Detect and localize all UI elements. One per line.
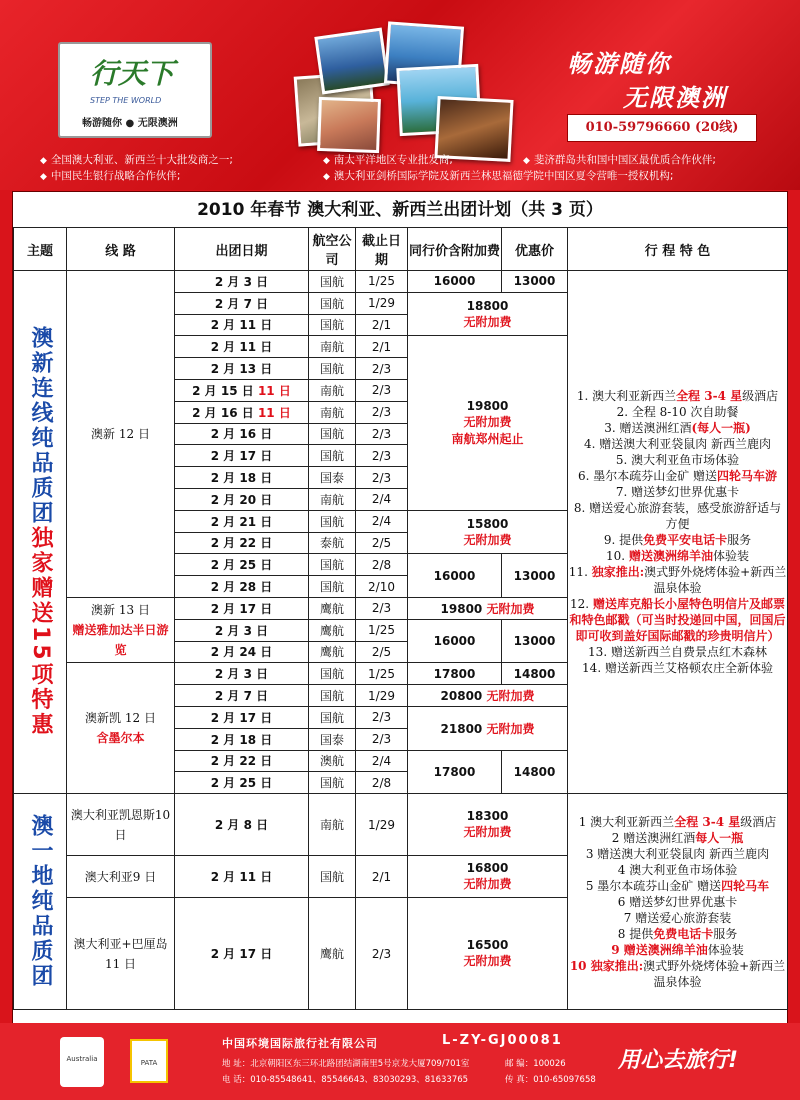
date-cell: 2 月 13 日 bbox=[175, 358, 309, 380]
price-value: 19800 bbox=[466, 399, 509, 414]
promo-price-cell: 13000 bbox=[502, 619, 568, 663]
date-cell: 2 月 3 日 bbox=[175, 619, 309, 641]
feature-item bbox=[568, 644, 787, 660]
feature-text: 4 澳大利亚鱼市场体验 bbox=[617, 862, 738, 877]
deadline-cell: 2/8 bbox=[356, 554, 408, 576]
logo-slogan: 畅游随你 ● 无限澳洲 bbox=[82, 118, 178, 129]
features-list bbox=[568, 388, 787, 676]
feature-text: 11. bbox=[568, 565, 592, 580]
peer-price-cell: 17800 bbox=[408, 750, 502, 794]
logo-text: 行天下 bbox=[90, 57, 175, 90]
feature-text: 3 赠送澳大利亚袋鼠肉 新西兰鹿肉 bbox=[585, 846, 770, 861]
feature-highlight: 赠送澳洲绵羊油 bbox=[628, 549, 713, 564]
price-cell: 20800 无附加费 bbox=[408, 685, 568, 707]
deadline-cell: 2/3 bbox=[356, 358, 408, 380]
peer-price-cell: 16000 bbox=[408, 619, 502, 663]
airline-cell: 南航 bbox=[309, 794, 356, 856]
feature-item bbox=[568, 452, 787, 468]
feature-item bbox=[568, 596, 787, 644]
date-duration: 11 日 bbox=[257, 405, 291, 420]
feature-item bbox=[568, 942, 787, 958]
date-cell: 2 月 17 日 bbox=[175, 445, 309, 467]
date-cell: 2 月 16 日 11 日 bbox=[175, 401, 309, 423]
deadline-cell: 2/3 bbox=[356, 445, 408, 467]
date-cell: 2 月 25 日 bbox=[175, 772, 309, 794]
price-cell bbox=[408, 336, 568, 510]
deadline-cell: 2/8 bbox=[356, 772, 408, 794]
feature-highlight: 四轮马车游 bbox=[717, 469, 778, 484]
price-cell: 21800 无附加费 bbox=[408, 706, 568, 750]
footer bbox=[0, 1023, 800, 1100]
slogan-line1: 畅游随你 bbox=[567, 50, 671, 78]
route-cell: 澳新 12 日 bbox=[67, 271, 175, 598]
airline-cell: 鹰航 bbox=[309, 641, 356, 663]
promo-price-cell: 14800 bbox=[502, 663, 568, 685]
airline-cell: 南航 bbox=[309, 488, 356, 510]
page-title: 2010 年春节 澳大利亚、新西兰出团计划（共 3 页） bbox=[197, 200, 603, 220]
airline-cell: 国航 bbox=[309, 772, 356, 794]
price-note: 无附加费 bbox=[463, 415, 512, 430]
date-cell: 2 月 17 日 bbox=[175, 898, 309, 1010]
header-route: 线 路 bbox=[67, 228, 175, 271]
deadline-cell: 2/3 bbox=[356, 728, 408, 750]
feature-text: 服务 bbox=[713, 926, 738, 941]
feature-item bbox=[568, 910, 787, 926]
slogan-line2: 无限澳洲 bbox=[623, 84, 727, 112]
price-value: 15800 bbox=[466, 516, 509, 531]
feature-item bbox=[568, 388, 787, 404]
deadline-cell: 2/1 bbox=[356, 336, 408, 358]
deadline-cell: 2/3 bbox=[356, 597, 408, 619]
header-theme: 主题 bbox=[14, 228, 67, 271]
header-promo-price: 优惠价 bbox=[502, 228, 568, 271]
credential-item: ◆ 斐济群岛共和国中国区最优质合作伙伴; bbox=[523, 152, 716, 167]
feature-text: 体验装 bbox=[712, 549, 749, 564]
feature-text: 5. 澳大利亚鱼市场体验 bbox=[615, 453, 740, 468]
header-deadline: 截止日期 bbox=[356, 228, 408, 271]
table-header-row bbox=[14, 228, 788, 271]
airline-cell: 鹰航 bbox=[309, 619, 356, 641]
theme-cell-2 bbox=[14, 794, 67, 1010]
route-note: 赠送雅加达半日游览 bbox=[72, 623, 169, 658]
price-note: 无附加费 bbox=[463, 314, 512, 329]
feature-item bbox=[568, 862, 787, 878]
deadline-cell: 2/4 bbox=[356, 510, 408, 532]
deadline-cell: 2/3 bbox=[356, 379, 408, 401]
deadline-cell: 2/3 bbox=[356, 423, 408, 445]
date-duration: 11 日 bbox=[257, 383, 291, 398]
airline-cell: 国航 bbox=[309, 856, 356, 898]
postcode: 邮 编：100026 bbox=[505, 1059, 566, 1069]
feature-text: 5 墨尔本疏芬山金矿 赠送 bbox=[585, 878, 722, 893]
header-date: 出团日期 bbox=[175, 228, 309, 271]
airline-cell: 国航 bbox=[309, 292, 356, 314]
header-peer-price: 同行价含附加费 bbox=[408, 228, 502, 271]
address: 地 址：北京朝阳区东三环北路团结湖南里5号京龙大厦709/701室 bbox=[222, 1059, 470, 1069]
feature-highlight: 独家推出: bbox=[591, 565, 645, 580]
airline-cell: 国航 bbox=[309, 706, 356, 728]
airline-cell: 国泰 bbox=[309, 467, 356, 489]
price-note: 无附加费 bbox=[486, 689, 535, 704]
feature-item bbox=[568, 532, 787, 548]
feature-text: 3. 赠送澳洲红酒 bbox=[604, 421, 692, 436]
deadline-cell: 2/4 bbox=[356, 750, 408, 772]
deadline-cell: 2/10 bbox=[356, 576, 408, 598]
deadline-cell: 2/5 bbox=[356, 532, 408, 554]
australia-logo: Australia bbox=[60, 1037, 104, 1087]
airline-cell: 国泰 bbox=[309, 728, 356, 750]
feature-item bbox=[568, 468, 787, 484]
airline-cell: 国航 bbox=[309, 423, 356, 445]
airline-cell: 鹰航 bbox=[309, 597, 356, 619]
airline-cell: 南航 bbox=[309, 401, 356, 423]
airline-cell: 国航 bbox=[309, 576, 356, 598]
pata-logo: PATA bbox=[130, 1039, 168, 1083]
date-cell: 2 月 24 日 bbox=[175, 641, 309, 663]
credential-item: ◆ 南太平洋地区专业批发商; bbox=[323, 152, 453, 167]
date-cell: 2 月 15 日 11 日 bbox=[175, 379, 309, 401]
airline-cell: 南航 bbox=[309, 379, 356, 401]
credential-item: ◆ 全国澳大利亚、新西兰十大批发商之一; bbox=[40, 152, 233, 167]
airline-cell: 国航 bbox=[309, 685, 356, 707]
feature-item bbox=[568, 548, 787, 564]
airline-cell: 澳航 bbox=[309, 750, 356, 772]
feature-item bbox=[568, 830, 787, 846]
theme-1-highlight: 独家赠送15项特惠 bbox=[28, 526, 53, 738]
price-note: 无附加费 bbox=[463, 532, 512, 547]
deadline-cell: 2/1 bbox=[356, 856, 408, 898]
credential-item: ◆ 澳大利亚剑桥国际学院及新西兰林思福德学院中国区夏令营唯一授权机构; bbox=[323, 168, 673, 183]
airline-cell: 南航 bbox=[309, 336, 356, 358]
route-cell: 澳新凯 12 日 含墨尔本 bbox=[67, 663, 175, 794]
features-cell-2 bbox=[568, 794, 788, 1010]
date-cell: 2 月 18 日 bbox=[175, 728, 309, 750]
photo-harbour bbox=[314, 28, 389, 95]
feature-item bbox=[568, 878, 787, 894]
feature-text: 澳式野外烧烤体验+新西兰温泉体验 bbox=[643, 958, 786, 989]
logo-en: STEP THE WORLD bbox=[90, 96, 162, 105]
feature-text: 7. 赠送梦幻世界优惠卡 bbox=[615, 485, 740, 500]
header-features: 行 程 特 色 bbox=[568, 228, 788, 271]
company-logo bbox=[58, 42, 212, 138]
date-cell: 2 月 16 日 bbox=[175, 423, 309, 445]
feature-text: 级酒店 bbox=[740, 814, 777, 829]
airline-cell: 国航 bbox=[309, 663, 356, 685]
date-cell: 2 月 22 日 bbox=[175, 750, 309, 772]
feature-text: 4. 赠送澳大利亚袋鼠肉 新西兰鹿肉 bbox=[583, 437, 772, 452]
date-cell: 2 月 17 日 bbox=[175, 706, 309, 728]
feature-text: 1. 澳大利亚新西兰 bbox=[576, 389, 677, 404]
deadline-cell: 2/3 bbox=[356, 467, 408, 489]
header-airline: 航空公司 bbox=[309, 228, 356, 271]
feature-highlight: 全程 3-4 星 bbox=[676, 389, 743, 404]
airline-cell: 国航 bbox=[309, 358, 356, 380]
price-cell: 18300 无附加费 bbox=[408, 794, 568, 856]
feature-text: 13. 赠送新西兰自费景点红木森林 bbox=[588, 645, 767, 660]
telephone: 电 话：010-85548641、85546643、83030293、81633765 bbox=[222, 1075, 469, 1085]
airline-cell: 泰航 bbox=[309, 532, 356, 554]
feature-text: 9. 提供 bbox=[603, 533, 644, 548]
date-cell: 2 月 7 日 bbox=[175, 685, 309, 707]
deadline-cell: 2/3 bbox=[356, 706, 408, 728]
deadline-cell: 1/29 bbox=[356, 685, 408, 707]
feature-highlight: 每人一瓶 bbox=[695, 830, 744, 845]
date-cell: 2 月 22 日 bbox=[175, 532, 309, 554]
deadline-cell: 1/29 bbox=[356, 794, 408, 856]
features-list bbox=[568, 814, 787, 990]
feature-text: 级酒店 bbox=[742, 389, 779, 404]
route-cell: 澳新 13 日 赠送雅加达半日游览 bbox=[67, 597, 175, 662]
feature-text: 服务 bbox=[727, 533, 752, 548]
airline-cell: 国航 bbox=[309, 445, 356, 467]
feature-text: 7 赠送爱心旅游套装 bbox=[623, 910, 732, 925]
feature-text: 10. bbox=[606, 549, 629, 564]
airline-cell: 鹰航 bbox=[309, 898, 356, 1010]
promo-price-cell: 14800 bbox=[502, 750, 568, 794]
date-cell: 2 月 28 日 bbox=[175, 576, 309, 598]
date-cell: 2 月 25 日 bbox=[175, 554, 309, 576]
feature-item bbox=[568, 564, 787, 596]
feature-item bbox=[568, 404, 787, 420]
credential-item: ◆ 中国民生银行战略合作伙伴; bbox=[40, 168, 180, 183]
date-cell: 2 月 18 日 bbox=[175, 467, 309, 489]
feature-text: 2 赠送澳洲红酒 bbox=[611, 830, 696, 845]
price-value: 18800 bbox=[466, 298, 509, 313]
photo-child bbox=[317, 97, 381, 153]
feature-highlight: 赠送库克船长小屋特色明信片及邮票和特色邮戳（可当时投递回中国，回国后即可收到盖好国际邮戳的珍贵明信片） bbox=[569, 597, 786, 644]
schedule-panel bbox=[12, 191, 788, 1025]
price-cell bbox=[408, 510, 568, 554]
date-cell: 2 月 8 日 bbox=[175, 794, 309, 856]
feature-highlight: 全程 3-4 星 bbox=[674, 814, 741, 829]
hotline-phone: 010-59796660 (20线) bbox=[567, 114, 757, 142]
route-cell: 澳大利亚9 日 bbox=[67, 856, 175, 898]
date-cell: 2 月 3 日 bbox=[175, 271, 309, 293]
feature-item bbox=[568, 894, 787, 910]
date-cell: 2 月 17 日 bbox=[175, 597, 309, 619]
feature-item bbox=[568, 484, 787, 500]
price-cell bbox=[408, 292, 568, 336]
peer-price-cell: 16000 bbox=[408, 554, 502, 598]
feature-highlight: 四轮马车 bbox=[721, 878, 770, 893]
deadline-cell: 2/3 bbox=[356, 898, 408, 1010]
theme-1-title: 澳新连线纯品质团 bbox=[28, 326, 53, 527]
price-cell: 16500 无附加费 bbox=[408, 898, 568, 1010]
feature-item bbox=[568, 660, 787, 676]
fax: 传 真：010-65097658 bbox=[505, 1075, 596, 1085]
feature-highlight: 免费电话卡 bbox=[653, 926, 714, 941]
price-note: 无附加费 bbox=[463, 877, 512, 892]
promo-price-cell: 13000 bbox=[502, 554, 568, 598]
price-note: 无附加费 bbox=[463, 825, 512, 840]
feature-text: 1 澳大利亚新西兰 bbox=[578, 814, 675, 829]
feature-item bbox=[568, 500, 787, 532]
feature-text: 8. 赠送爱心旅游套装，感受旅游舒适与方便 bbox=[573, 501, 782, 532]
airline-cell: 国航 bbox=[309, 271, 356, 293]
deadline-cell: 2/4 bbox=[356, 488, 408, 510]
airline-cell: 国航 bbox=[309, 510, 356, 532]
date-cell: 2 月 11 日 bbox=[175, 336, 309, 358]
feature-item bbox=[568, 436, 787, 452]
company-name: 中国环境国际旅行社有限公司 bbox=[222, 1037, 378, 1050]
deadline-cell: 1/29 bbox=[356, 292, 408, 314]
price-cell: 19800 无附加费 bbox=[408, 597, 568, 619]
features-cell-1 bbox=[568, 271, 788, 794]
feature-text: 体验装 bbox=[707, 942, 744, 957]
feature-highlight: 9 赠送澳洲绵羊油 bbox=[611, 942, 708, 957]
deadline-cell: 2/3 bbox=[356, 401, 408, 423]
price-note: 无附加费 bbox=[486, 601, 535, 616]
peer-price-cell: 17800 bbox=[408, 663, 502, 685]
date-cell: 2 月 20 日 bbox=[175, 488, 309, 510]
feature-item bbox=[568, 814, 787, 830]
date-cell: 2 月 21 日 bbox=[175, 510, 309, 532]
date-cell: 2 月 7 日 bbox=[175, 292, 309, 314]
date-cell: 2 月 11 日 bbox=[175, 856, 309, 898]
feature-text: 6 赠送梦幻世界优惠卡 bbox=[617, 894, 738, 909]
date-cell: 2 月 11 日 bbox=[175, 314, 309, 336]
deadline-cell: 1/25 bbox=[356, 619, 408, 641]
route-cell: 澳大利亚凯恩斯10 日 bbox=[67, 794, 175, 856]
price-note: 无附加费 bbox=[463, 954, 512, 969]
date-cell: 2 月 3 日 bbox=[175, 663, 309, 685]
header-banner bbox=[0, 0, 800, 190]
feature-item bbox=[568, 958, 787, 990]
deadline-cell: 2/5 bbox=[356, 641, 408, 663]
feature-item bbox=[568, 846, 787, 862]
promo-price-cell: 13000 bbox=[502, 271, 568, 293]
price-note: 无附加费 bbox=[486, 721, 535, 736]
feature-text: 2. 全程 8-10 次自助餐 bbox=[616, 405, 739, 420]
feature-highlight: 10 独家推出: bbox=[569, 958, 644, 973]
airline-cell: 国航 bbox=[309, 314, 356, 336]
feature-highlight: (每人一瓶) bbox=[691, 421, 751, 436]
airline-cell: 国航 bbox=[309, 554, 356, 576]
peer-price-cell: 16000 bbox=[408, 271, 502, 293]
table-row bbox=[14, 794, 788, 856]
route-cell: 澳大利亚+巴厘岛11 日 bbox=[67, 898, 175, 1010]
feature-text: 澳式野外烧烤体验+新西兰温泉体验 bbox=[644, 565, 787, 596]
deadline-cell: 2/1 bbox=[356, 314, 408, 336]
price-note-2: 南航郑州起止 bbox=[451, 432, 524, 447]
feature-text: 12. bbox=[570, 597, 593, 612]
feature-text: 6. 墨尔本疏芬山金矿 赠送 bbox=[577, 469, 718, 484]
price-cell: 16800 无附加费 bbox=[408, 856, 568, 898]
schedule-table bbox=[13, 227, 788, 1010]
feature-highlight: 免费平安电话卡 bbox=[643, 533, 728, 548]
theme-cell-1 bbox=[14, 271, 67, 794]
license-number: L-ZY-GJ00081 bbox=[442, 1033, 563, 1048]
table-row bbox=[14, 271, 788, 293]
feature-text: 14. 赠送新西兰艾格顿农庄全新体验 bbox=[582, 661, 773, 676]
feature-text: 8 提供 bbox=[617, 926, 654, 941]
footer-slogan: 用心去旅行! bbox=[618, 1048, 739, 1073]
feature-item bbox=[568, 926, 787, 942]
deadline-cell: 1/25 bbox=[356, 271, 408, 293]
deadline-cell: 1/25 bbox=[356, 663, 408, 685]
theme-2-title: 澳一地纯品质团 bbox=[28, 814, 53, 990]
feature-item bbox=[568, 420, 787, 436]
route-note: 含墨尔本 bbox=[96, 731, 145, 746]
